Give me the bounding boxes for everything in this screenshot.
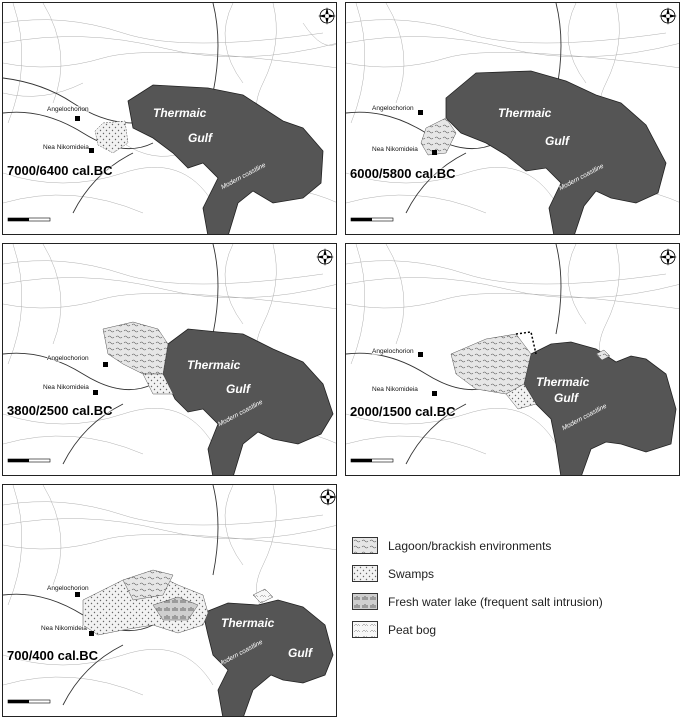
scale-bar xyxy=(351,459,393,462)
legend-item-peat-bog xyxy=(352,620,672,639)
legend-item-lagoon xyxy=(352,536,672,555)
coastline-label: Modern coastline xyxy=(558,162,605,193)
map-panel-5-graphic xyxy=(3,485,337,717)
north-arrow-icon xyxy=(659,248,677,266)
lagoon-swatch-icon xyxy=(352,537,378,554)
place-angelochorion: Angelochorion xyxy=(47,585,89,592)
north-arrow-icon xyxy=(316,248,334,266)
period-label: 7000/6400 cal.BC xyxy=(7,163,113,178)
map-panel-1 xyxy=(2,2,337,235)
gulf-label-1: Thermaic xyxy=(536,375,590,389)
lake-swatch-icon xyxy=(352,593,378,610)
place-angelochorion: Angelochorion xyxy=(47,106,89,113)
legend-label: Peat bog xyxy=(388,622,437,637)
north-arrow-icon xyxy=(659,7,677,25)
map-legend xyxy=(352,536,672,648)
north-arrow-icon xyxy=(318,7,336,25)
period-label: 6000/5800 cal.BC xyxy=(350,166,456,181)
gulf-label-2: Gulf xyxy=(188,131,212,145)
place-nea-nikomideia: Nea Nikomideia xyxy=(372,386,418,393)
place-angelochorion: Angelochorion xyxy=(372,348,414,355)
place-angelochorion: Angelochorion xyxy=(372,105,414,112)
gulf-label-2: Gulf xyxy=(288,646,312,660)
legend-item-fresh-water-lake xyxy=(352,592,672,611)
gulf-label-2: Gulf xyxy=(545,134,569,148)
gulf-label-2: Gulf xyxy=(554,391,578,405)
scale-bar xyxy=(8,218,50,221)
gulf-label-1: Thermaic xyxy=(153,106,207,120)
scale-bar xyxy=(8,459,50,462)
swamp-swatch-icon xyxy=(352,565,378,582)
period-label: 700/400 cal.BC xyxy=(7,648,99,663)
place-nea-nikomideia: Nea Nikomideia xyxy=(41,625,87,632)
legend-label: Lagoon/brackish environments xyxy=(388,538,552,553)
coastline-label: Modern coastline xyxy=(217,638,264,669)
scale-bar xyxy=(8,700,50,703)
scale-bar xyxy=(351,218,393,221)
gulf-label-1: Thermaic xyxy=(498,106,552,120)
map-panel-4 xyxy=(345,243,680,476)
coastline-label: Modern coastline xyxy=(561,402,608,433)
coastline-label: Modern coastline xyxy=(220,161,267,192)
coastline-label: Modern coastline xyxy=(217,398,264,429)
map-panel-5 xyxy=(2,484,337,717)
place-angelochorion: Angelochorion xyxy=(47,355,89,362)
place-nea-nikomideia: Nea Nikomideia xyxy=(43,144,89,151)
place-nea-nikomideia: Nea Nikomideia xyxy=(43,384,89,391)
place-nea-nikomideia: Nea Nikomideia xyxy=(372,146,418,153)
peat-swatch-icon xyxy=(352,621,378,638)
north-arrow-icon xyxy=(319,488,337,506)
map-panel-2 xyxy=(345,2,680,235)
map-panel-4-graphic xyxy=(346,244,680,476)
gulf-label-2: Gulf xyxy=(226,382,250,396)
period-label: 3800/2500 cal.BC xyxy=(7,403,113,418)
legend-label: Fresh water lake (frequent salt intrusion) xyxy=(388,594,603,609)
gulf-label-1: Thermaic xyxy=(187,358,241,372)
map-panel-3 xyxy=(2,243,337,476)
period-label: 2000/1500 cal.BC xyxy=(350,404,456,419)
legend-label: Swamps xyxy=(388,566,435,581)
gulf-label-1: Thermaic xyxy=(221,616,275,630)
legend-item-swamps xyxy=(352,564,672,583)
